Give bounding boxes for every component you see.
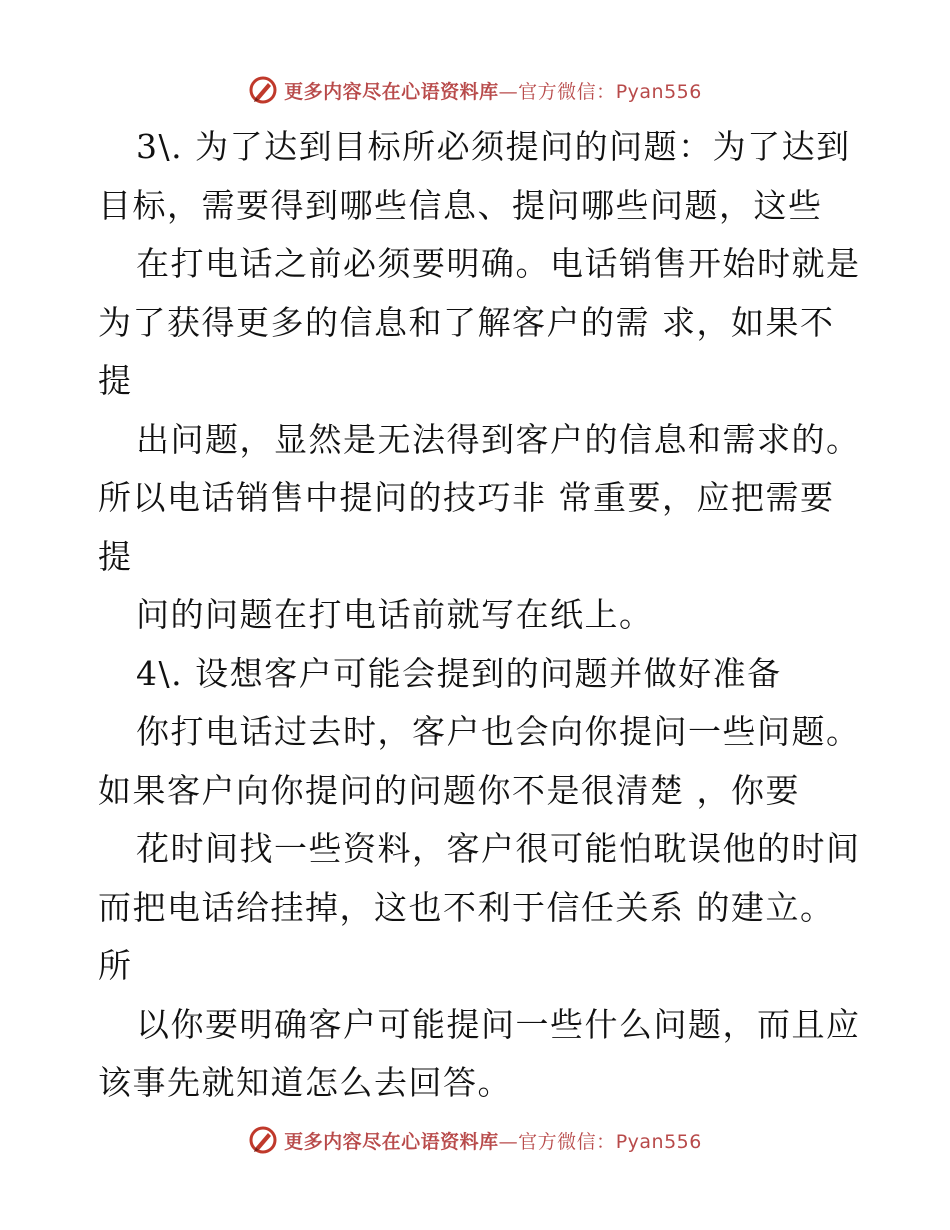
watermark-sub: 官方微信：	[518, 80, 616, 103]
text-line: 3\. 为了达到目标所必须提问的问题：为了达到	[136, 127, 851, 166]
watermark-dash: —	[498, 80, 519, 103]
watermark-text	[284, 77, 702, 104]
text-line: 提	[98, 536, 133, 576]
text-line: 提	[98, 361, 133, 400]
pen-logo-icon	[248, 75, 278, 105]
watermark-sub: 官方微信：	[518, 1130, 616, 1153]
text-line: 所	[98, 946, 133, 985]
text-line: 问的问题在打电话前就写在纸上。	[136, 595, 654, 634]
watermark-text	[284, 1127, 702, 1154]
header-watermark	[0, 72, 950, 108]
footer-watermark	[0, 1122, 950, 1158]
text-line: 在打电话之前必须要明确。电话销售开始时就是	[136, 244, 861, 283]
watermark-id: Pyan556	[615, 1130, 702, 1153]
pen-logo-icon	[248, 1125, 278, 1155]
watermark-id: Pyan556	[615, 80, 702, 103]
text-line: 以你要明确客户可能提问一些什么问题，而且应	[136, 1004, 861, 1044]
text-line: 目标，需要得到哪些信息、提问哪些问题，这些	[98, 185, 823, 225]
text-line: 为了获得更多的信息和了解客户的需 求，如果不	[98, 302, 835, 342]
text-line: 该事先就知道怎么去回答。	[98, 1063, 512, 1102]
watermark-main: 更多内容尽在心语资料库	[284, 80, 499, 103]
text-line: 而把电话给挂掉，这也不利于信任关系 的建立。	[98, 887, 835, 927]
text-line: 花时间找一些资料，客户很可能怕耽误他的时间	[136, 829, 861, 868]
text-line: 出问题，显然是无法得到客户的信息和需求的。	[136, 419, 861, 459]
text-line: 你打电话过去时，客户也会向你提问一些问题。	[136, 712, 861, 751]
text-line: 4\. 设想客户可能会提到的问题并做好准备	[136, 653, 782, 693]
watermark-main: 更多内容尽在心语资料库	[284, 1130, 499, 1153]
document-body	[98, 118, 861, 1113]
watermark-dash: —	[498, 1130, 519, 1153]
text-line: 如果客户向你提问的问题你不是很清楚 ，你要	[98, 770, 800, 810]
text-line: 所以电话销售中提问的技巧非 常重要，应把需要	[98, 478, 835, 517]
